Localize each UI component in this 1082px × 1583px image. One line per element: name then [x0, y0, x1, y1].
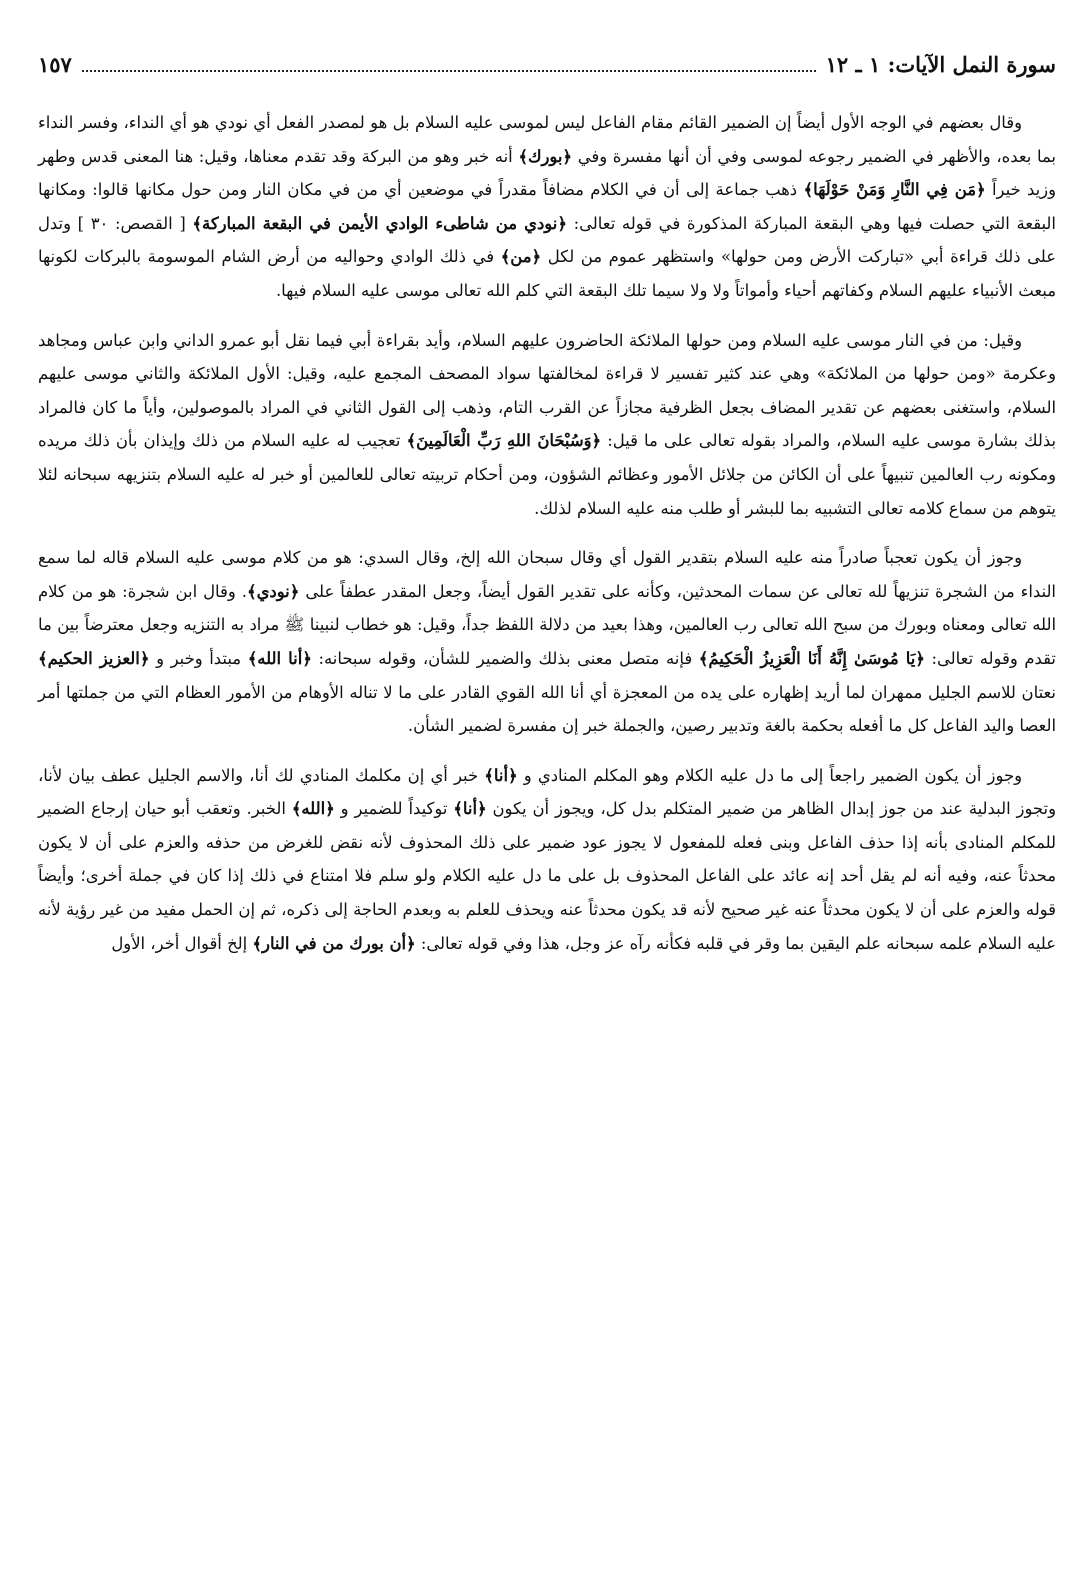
text-run: وقيل: من في النار موسى عليه السلام ومن حولها الملائكة الحاضرون عليهم السلام، وأيد بقراءة أبي فيما نقل أبو عمرو الداني وابن عباس ومجاهد وعكرمة «ومن حولها من الملائكة» وهي عند كثير تفسير لا قراءة لمخالفتها سواد المصحف المجمع عليه، وقيل: الأول الملائكة والثاني موسى عليهم السلام، واستغنى بعضهم عن تقدير المضاف بجعل الظرفية مجازاً عن القرب التام، وذهب إلى القول الثاني في المراد بالموصولين، وأياً ما كان فالمراد بذلك بشارة موسى عليه السلام، والمراد بقوله تعالى على ما قيل:	[38, 330, 1057, 451]
paragraph	[38, 541, 1056, 743]
body-text	[38, 106, 1056, 960]
text-run: تعجيب له عليه السلام من ذلك وإيذان بأن ذلك مريده ومكونه رب العالمين تنبيهاً على أن الكائن من جلائل الأمور وعظائم الشؤون، ومن أحكام تربيته تعالى للعالمين أو خبر له عليه السلام بتنزيهه سبحانه لئلا يتوهم من سماع كلامه تعالى التشبيه بما للبشر أو طلب منه عليه السلام لذلك.	[38, 431, 1056, 518]
text-run: توكيداً للضمير و	[334, 799, 454, 819]
text-run: فإنه متصل معنى بذلك والضمير للشأن، وقوله سبحانه:	[311, 648, 699, 668]
quran-quote: ﴿أن بورك من في النار﴾	[252, 933, 416, 953]
text-run: أنه خبر وهو من البركة وقد تقدم معناها، وقيل: هنا المعنى قدس وطهر وزيد خيراً	[38, 146, 1057, 200]
quran-quote: ﴿يَا مُوسَىٰ إِنَّهُ أَنَا الْعَزِيزُ الْحَكِيمُ﴾	[698, 648, 925, 668]
quran-quote: ﴿نودي من شاطىء الوادي الأيمن في البقعة المباركة﴾	[192, 213, 567, 233]
page-number: ١٥٧	[38, 52, 72, 77]
quran-quote: ﴿أنا الله﴾	[247, 648, 312, 668]
quran-quote: ﴿أنا﴾	[453, 799, 487, 819]
text-run: نعتان للاسم الجليل ممهران لما أريد إظهاره على يده من المعجزة أي أنا الله القوي القادر على ما لا تناله الأوهام من الأمور العظام التي من جملتها أمر العصا واليد الفاعل كل ما أفعله بحكمة بالغة وتدبير رصين، والجملة خبر إن مفسرة لضمير الشأن.	[38, 682, 1056, 736]
running-header	[38, 52, 1056, 88]
header-title: سورة النمل الآيات: ١ ـ ١٢	[825, 52, 1056, 77]
document-page	[38, 52, 1056, 976]
quran-quote: ﴿من﴾	[500, 247, 542, 267]
paragraph	[38, 106, 1056, 308]
text-run: إلخ أقوال أخر، الأول	[111, 933, 253, 953]
paragraph	[38, 324, 1056, 526]
text-run: وقال بعضهم في الوجه الأول أيضاً إن الضمير القائم مقام الفاعل ليس لموسى عليه السلام بل هو لمصدر الفعل أي نودي هو أي النداء، وفسر النداء بما بعده، والأظهر في الضمير رجوعه لموسى وفي أن أنها مفسرة وفي	[38, 113, 1056, 166]
text-run: الخبر. وتعقب أبو حيان إرجاع الضمير للمكلم المنادى بأنه إذا حذف الفاعل وبنى فعله للمفعول لا يجوز عود ضمير على ذلك المحذوف لأنه نقض للغرض من حذفه والعزم على أن لا يكون محدثاً عنه، وفيه أنه لم يقل أحد إنه عائد على الفاعل المحذوف بل على ما دل عليه الكلام ولو سلم فلا امتناع في ذلك إذا كان في جملة أخرى؛ وأيضاً قوله والعزم على أن لا يكون محدثاً عنه غير صحيح لأنه قد يكون محدثاً عنه ويحذف للعلم به وبعدم الحاجة إلى ذكره، ثم إن الحمل مفيد من غير رؤية لأنه عليه السلام علمه سبحانه علم اليقين بما وقر في قلبه فكأنه رآه عز وجل، هذا وفي قوله تعالى:	[38, 799, 1056, 953]
text-run: في ذلك الوادي وحواليه من أرض الشام الموسومة بالبركات لكونها مبعث الأنبياء عليهم السلام وكفاتهم أحياء وأمواتاً ولا ولا سيما تلك البقعة التي كلم الله تعالى موسى عليه السلام فيها.	[38, 247, 1056, 300]
dotted-leader	[82, 69, 816, 72]
quran-quote: ﴿نودي﴾	[246, 581, 300, 601]
quran-quote: ﴿الله﴾	[291, 799, 335, 819]
text-run: مبتدأ وخبر و	[149, 648, 248, 668]
text-run: وجوز أن يكون تعجباً صادراً منه عليه السلام بتقدير القول أي وقال سبحان الله إلخ، وقال السدي: هو من كلام موسى عليه السلام قاله لما سمع النداء من الشجرة تنزيهاً لله تعالى عن سمات المحدثين، وكأنه على تقدير القول أيضاً، وجعل المقدر عطفاً على	[38, 548, 1056, 601]
text-run: خبر أي إن مكلمك المنادي لك أنا، والاسم الجليل عطف بيان لأنا، وتجوز البدلية عند من جوز إبدال الظاهر من ضمير المتكلم بدل كل، ويجوز أن يكون	[38, 765, 1056, 819]
text-run: وجوز أن يكون الضمير راجعاً إلى ما دل عليه الكلام وهو المكلم المنادي و	[517, 765, 1022, 785]
text-run: . وقال ابن شجرة: هو من كلام الله تعالى ومعناه وبورك من سبح الله تعالى رب العالمين، وهذا بعيد من دلالة اللفظ جداً، وقيل: هو خطاب لنبينا ﷺ مراد به التنزيه وجعل معترضاً بين ما تقدم وقوله تعالى:	[38, 581, 1056, 668]
quran-quote: ﴿أنا﴾	[484, 765, 518, 785]
text-run: ذهب جماعة إلى أن في الكلام مضافاً مقدراً في موضعين أي من في مكان النار ومن حول مكانها قالوا: ومكانها البقعة التي حصلت فيها وهي البقعة المباركة المذكورة في قوله تعالى:	[38, 180, 1056, 233]
quran-quote: ﴿بورك﴾	[518, 146, 573, 166]
quran-quote: ﴿العزيز الحكيم﴾	[38, 648, 150, 668]
quran-quote: ﴿وَسُبْحَانَ اللهِ رَبِّ الْعَالَمِينَ﴾	[406, 431, 602, 451]
text-run: [ القصص: ٣٠ ] وتدل على ذلك قراءة أبي «تباركت الأرض ومن حولها» واستظهر عموم من لكل	[38, 213, 1056, 267]
paragraph	[38, 759, 1056, 961]
quran-quote: ﴿مَن فِي النَّارِ وَمَنْ حَوْلَهَا﴾	[803, 180, 986, 200]
